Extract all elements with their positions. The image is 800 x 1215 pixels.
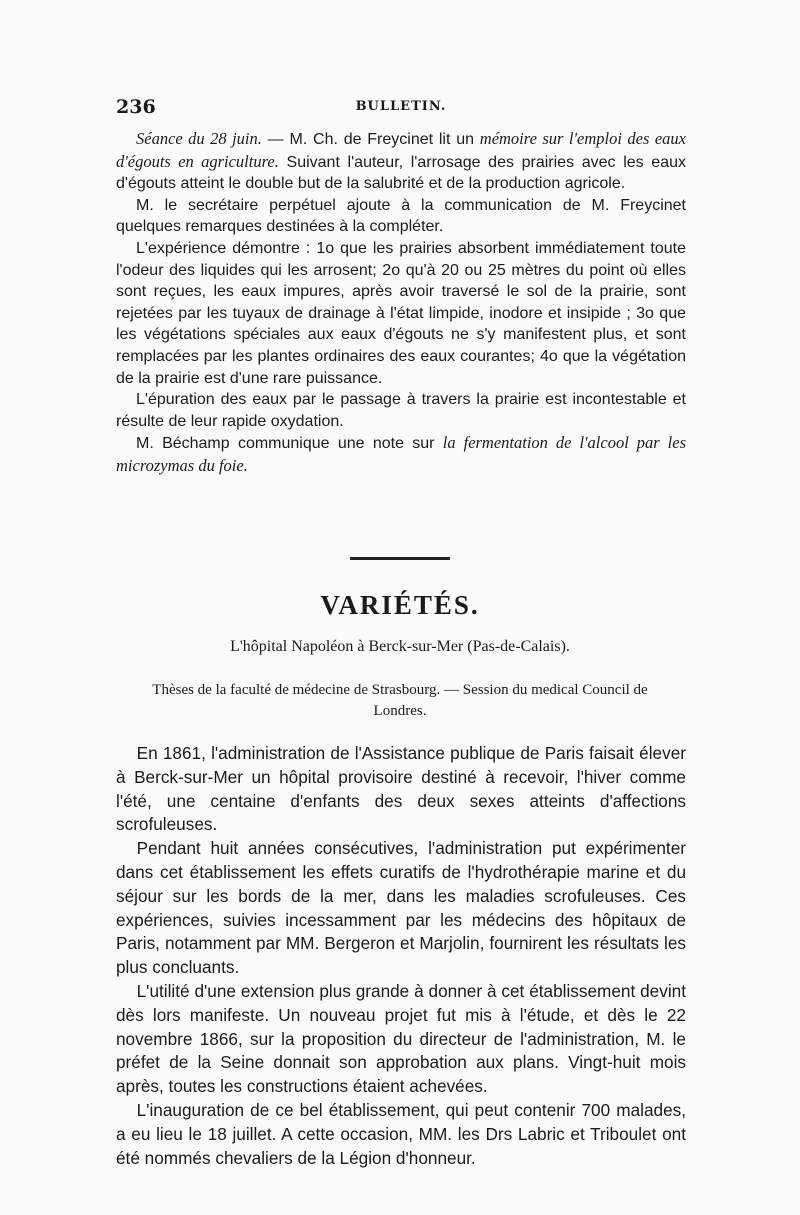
note-title: la fermentation de l'alcool par les microzymas du foie. — [116, 433, 686, 475]
paragraph-seance — [116, 128, 686, 195]
running-head: BULLETIN. — [355, 99, 447, 114]
paragraph-inauguration: L'inauguration de ce bel établissement, qui peut contenir 700 malades, a eu lieu le 18 juillet. A cette occasion, MM. les Drs Labric et Triboulet ont été nommés chevaliers de la Légion d'honneur. — [116, 1099, 686, 1168]
section-title: VARIÉTÉS. — [320, 590, 480, 620]
paragraph-epuration: L'épuration des eaux par le passage à travers la prairie est incontestable et résulte de leur rapide oxydation. — [116, 391, 686, 430]
section-subtitle-theses: Thèses de la faculté de médecine de Strasbourg. — Session du medical Council de Londres. — [152, 682, 648, 719]
page-header — [116, 96, 686, 120]
paragraph-secretaire: M. le secrétaire perpétuel ajoute à la communication de M. Freycinet quelques remarques destinées à la compléter. — [116, 196, 686, 236]
session-date: Séance du 28 juin. — [136, 129, 262, 148]
paragraph-text: Suivant l'auteur, l'arrosage des prairies avec les eaux d'égouts atteint le double but de la salubrité et de la production agricole. — [116, 153, 687, 193]
paragraph-huit-annees: Pendant huit années consécutives, l'administration put expérimenter dans cet établissement les effets curatifs de l'hydrothérapie marine et du séjour sur les bords de la mer, dans les maladies scrofuleuses. Ces expériences, suivies incessamment par les médecins des hôpitaux de Paris, notamment par MM. Bergeron et Marjolin, fournirent les résultats les plus concluants. — [116, 838, 686, 978]
paragraph-experience: L'expérience démontre : 1o que les prairies absorbent immédiatement toute l'odeur des liquides qui les arrosent; 2o qu'à 20 ou 25 mètres du point où elles sont reçues, les eaux impures, après avoir traversé le sol de la prairie, sont rejetées par les tuyaux de drainage à l'état limpide, inodore et insipide ; 3o que les végétations spéciales aux eaux d'égouts ne s'y manifestent plus, et sont remplacées par les plantes ordinaires des eaux courantes; 4o que la végétation de la prairie est d'une rare puissance. — [116, 239, 686, 387]
section-subtitle-hospital: L'hôpital Napoléon à Berck-sur-Mer (Pas-de-Calais). — [230, 638, 570, 655]
varietes-body — [116, 742, 686, 1170]
page-number: 236 — [116, 96, 156, 118]
bulletin-section — [116, 128, 686, 478]
paragraph-1861: En 1861, l'administration de l'Assistance publique de Paris faisait élever à Berck-sur-Mer un hôpital provisoire destiné à recevoir, l'hiver comme l'été, une centaine d'enfants des deux sexes atteints d'affections scrofuleuses. — [116, 743, 686, 835]
section-divider — [350, 557, 450, 560]
paragraph-utilite: L'utilité d'une extension plus grande à donner à cet établissement devint dès lors manifeste. Un nouveau projet fut mis à l'étude, et dès le 22 novembre 1866, sur la proposition du directeur de l'administration, M. le préfet de la Seine donnait son approbation aux plans. Vingt-huit mois après, toutes les constructions étaient achevées. — [116, 980, 686, 1097]
paragraph-text: M. Béchamp communique une note sur — [136, 435, 443, 453]
paragraph-text: — M. Ch. de Freycinet lit un — [261, 131, 480, 148]
paragraph-bechamp — [116, 432, 686, 477]
memoir-title: mémoire sur l'emploi des eaux d'égouts en agriculture. — [116, 129, 686, 171]
